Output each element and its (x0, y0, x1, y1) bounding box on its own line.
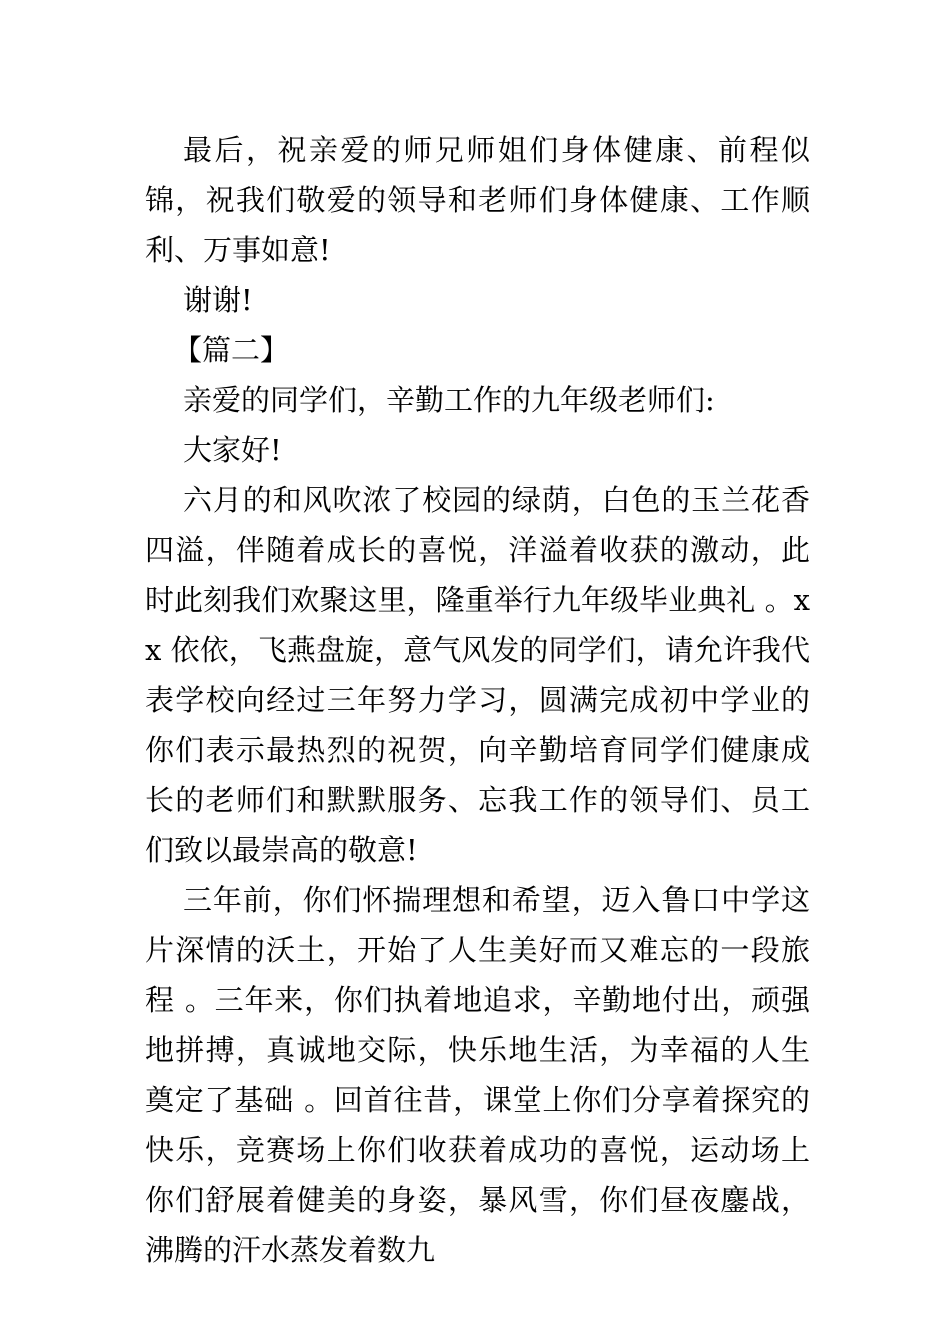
salutation-line: 亲爱的同学们，辛勤工作的九年级老师们: (183, 383, 715, 417)
document-body (145, 125, 810, 1275)
body-paragraph: 六月的和风吹浓了校园的绿荫，白色的玉兰花香四溢，伴随着成长的喜悦，洋溢着收获的激动，此时此刻我们欢聚这里，隆重举行九年级毕业典礼 。xx 依依，飞燕盘旋，意气风发的同学们，请允许我代表学校向经过三年努力学习，圆满完成初中学业的你们表示最热烈的祝贺，向辛勤培育同学们健康成长的老师们和默默服务、忘我工作的领导们、员工们致以最崇高的敬意! (145, 483, 810, 867)
section-heading: 【篇二】 (173, 333, 290, 367)
body-paragraph: 三年前，你们怀揣理想和希望，迈入鲁口中学这片深情的沃土，开始了人生美好而又难忘的一段旅程 。三年来，你们执着地追求，辛勤地付出，顽强地拼搏，真诚地交际，快乐地生活，为幸福的人生奠定了基础 。回首往昔，课堂上你们分享着探究的快乐，竞赛场上你们收获着成功的喜悦，运动场上你们舒展着健美的身姿，暴风雪，你们昼夜鏖战，沸腾的汗水蒸发着数九 (145, 883, 810, 1267)
closing-wishes-paragraph: 最后，祝亲爱的师兄师姐们身体健康、前程似锦，祝我们敬爱的领导和老师们身体健康、工作顺利、万事如意! (145, 133, 810, 267)
thanks-line: 谢谢! (183, 283, 253, 317)
greeting-line: 大家好! (183, 433, 282, 467)
